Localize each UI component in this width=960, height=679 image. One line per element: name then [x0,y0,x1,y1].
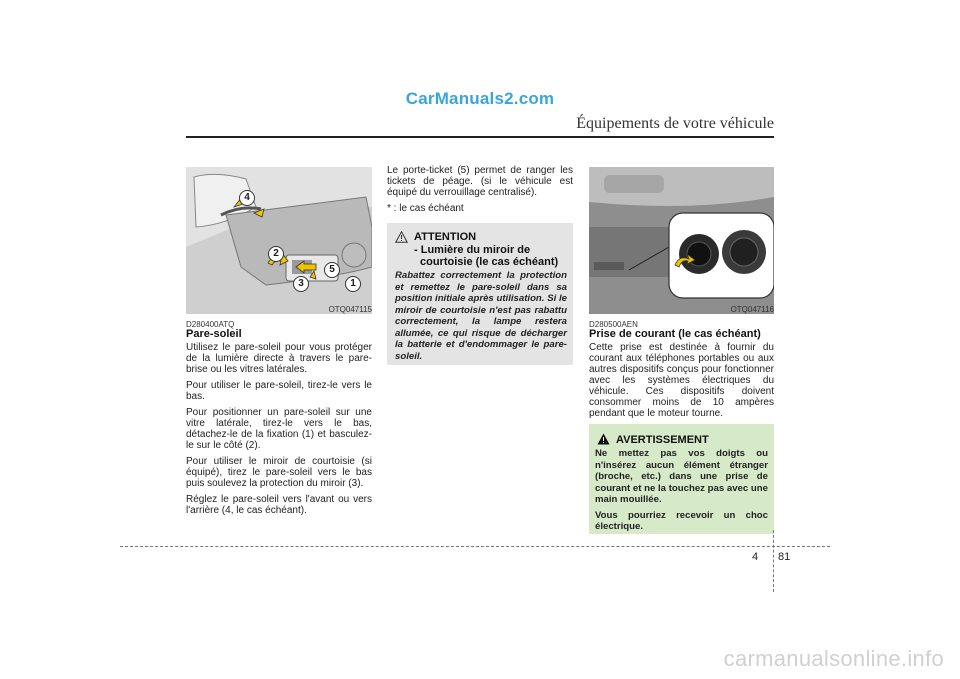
header-rule [186,136,774,138]
paragraph: Le porte-ticket (5) permet de ranger les tickets de péage. (si le véhicule est équipé du verrouillage centralisé). [387,165,573,198]
paragraph: Utilisez le pare-soleil pour vous protéger de la lumière directe à travers le pare-brise ou les vitres latérales. [186,342,372,375]
attention-subtitle-line1: - Lumière du miroir de [414,244,531,256]
section-number: 4 [752,551,759,563]
figure-caption: OTQ047116 [730,305,774,314]
callout-5: 5 [324,262,340,278]
paragraph: Pour utiliser le miroir de courtoisie (si équipé), tirez le pare-soleil vers le bas puis soulevez la protection du miroir (3). [186,456,372,489]
page-header-title: Équipements de votre véhicule [576,115,774,132]
power-outlet-illustration [589,167,774,314]
ticket-holder-text [387,165,573,219]
section-code: D280500AEN [589,320,638,329]
section-heading: Pare-soleil [186,328,242,340]
footer-rule [120,546,830,547]
warning-title: AVERTISSEMENT [616,434,709,446]
section-body [589,342,774,424]
attention-subtitle-line2: courtoisie (le cas échéant) [420,256,559,268]
callout-3: 3 [293,276,309,292]
paragraph: Pour positionner un pare-soleil sur une vitre latérale, tirez-le vers le bas, détachez-le de la fixation (1) et basculez-le sur le côté (2). [186,407,372,451]
watermark-bottom[interactable]: carmanualsonline.info [723,646,944,671]
paragraph: Cette prise est destinée à fournir du courant aux téléphones portables ou aux autres dispositifs conçus pour fonctionner avec les systèmes électriques du véhicule. Ces dispositifs doivent consommer moins de 10 ampères pendant que le moteur tourne. [589,342,774,419]
attention-title: ATTENTION [414,231,477,243]
page-number: 81 [778,551,791,563]
caution-triangle-icon [395,231,408,243]
watermark-top[interactable]: CarManuals2.com [405,89,555,108]
warning-paragraph: Vous pourriez recevoir un choc électrique. [595,509,768,532]
callout-4: 4 [239,190,255,206]
page-separator [773,530,774,592]
sun-visor-illustration [186,167,372,314]
warning-box [589,424,774,534]
paragraph: Réglez le pare-soleil vers l'avant ou vers l'arrière (4, le cas échéant). [186,494,372,516]
warning-triangle-icon [597,433,610,445]
attention-box [387,223,573,365]
attention-text: Rabattez correctement la protection et remettez le pare-soleil dans sa position initiale après utilisation. Si le miroir de courtoisie n'est pas rabattu correctement, la lampe restera allumée, ce qui risque de décharger la batterie et d'endommager le pare-soleil. [395,270,567,362]
section-body [186,342,372,521]
sun-visor-figure [186,167,372,314]
section-heading: Prise de courant (le cas échéant) [589,328,761,340]
warning-text [595,448,768,537]
footnote: * : le cas échéant [387,203,464,214]
warning-paragraph: Ne mettez pas vos doigts ou n'insérez aucun élément étranger (broche, etc.) dans une prise de courant et ne la touchez pas avec une main mouillée. [595,448,768,505]
section-code: D280400ATQ [186,320,235,329]
power-outlet-figure [589,167,774,314]
paragraph: Pour utiliser le pare-soleil, tirez-le vers le bas. [186,380,372,402]
callout-1: 1 [345,276,361,292]
callout-2: 2 [268,246,284,262]
figure-caption: OTQ047115 [328,305,372,314]
